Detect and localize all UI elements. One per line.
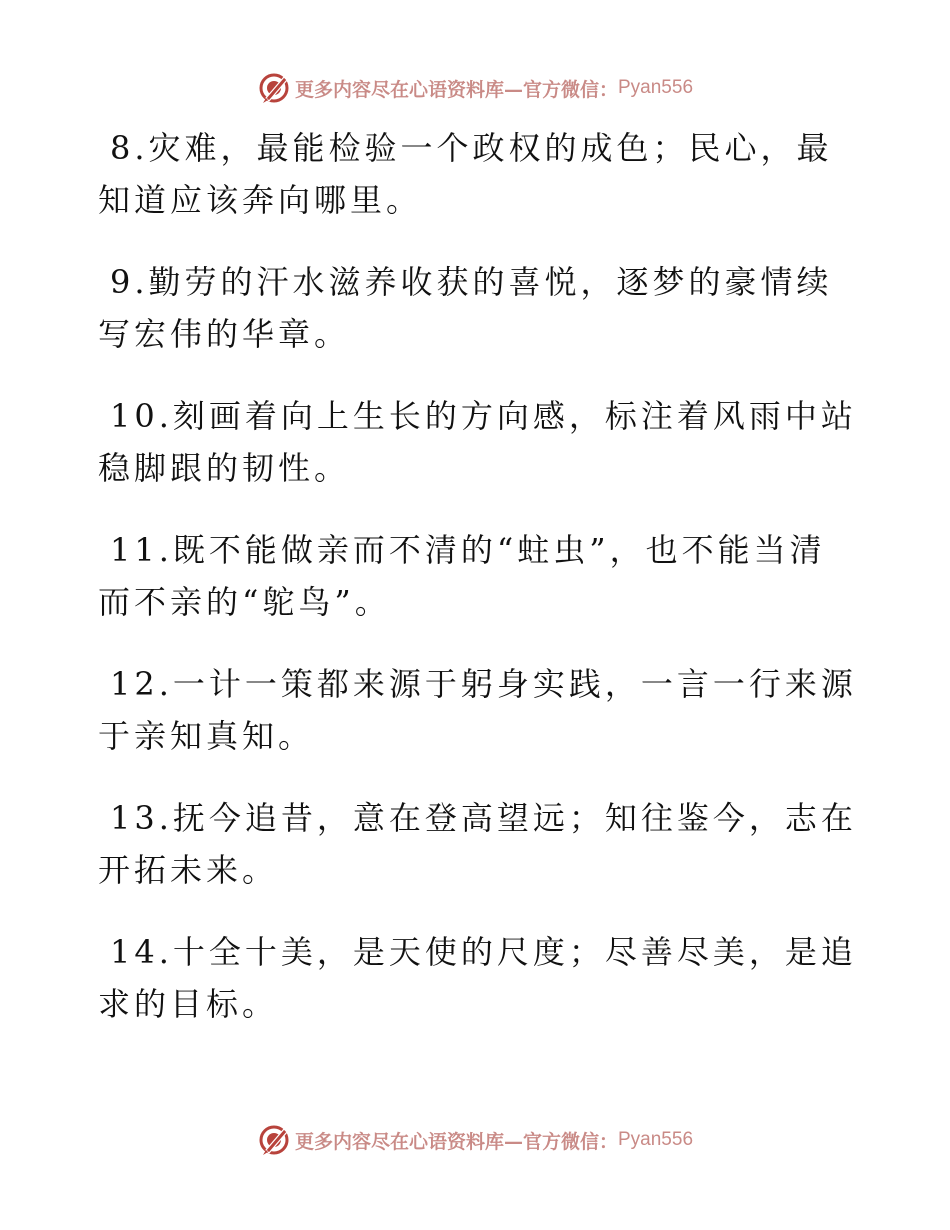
pen-seal-icon — [257, 1123, 291, 1157]
list-item: 12.一计一策都来源于躬身实践，一言一行来源于亲知真知。 — [98, 665, 857, 755]
content — [98, 122, 858, 1060]
pen-seal-icon — [257, 71, 291, 105]
footer-text: 更多内容尽在心语资料库—官方微信： — [294, 1130, 618, 1153]
header-text: 更多内容尽在心语资料库—官方微信： — [294, 78, 618, 101]
list-item: 10.刻画着向上生长的方向感，标注着风雨中站稳脚跟的韧性。 — [98, 397, 857, 487]
list-item: 11.既不能做亲而不清的“蛀虫”，也不能当清而不亲的“鸵鸟”。 — [98, 531, 826, 621]
list-item: 13.抚今追昔，意在登高望远；知往鉴今，志在开拓未来。 — [98, 799, 857, 889]
header-wechat-id: Pyan556 — [618, 77, 694, 98]
list-item: 8.灾难，最能检验一个政权的成色；民心，最知道应该奔向哪里。 — [98, 129, 833, 219]
list-item: 14.十全十美，是天使的尺度；尽善尽美，是追求的目标。 — [98, 933, 857, 1023]
list-item: 9.勤劳的汗水滋养收获的喜悦，逐梦的豪情续写宏伟的华章。 — [98, 263, 833, 353]
header-banner — [0, 68, 950, 108]
footer-wechat-id: Pyan556 — [618, 1129, 694, 1150]
footer-banner — [0, 1120, 950, 1160]
